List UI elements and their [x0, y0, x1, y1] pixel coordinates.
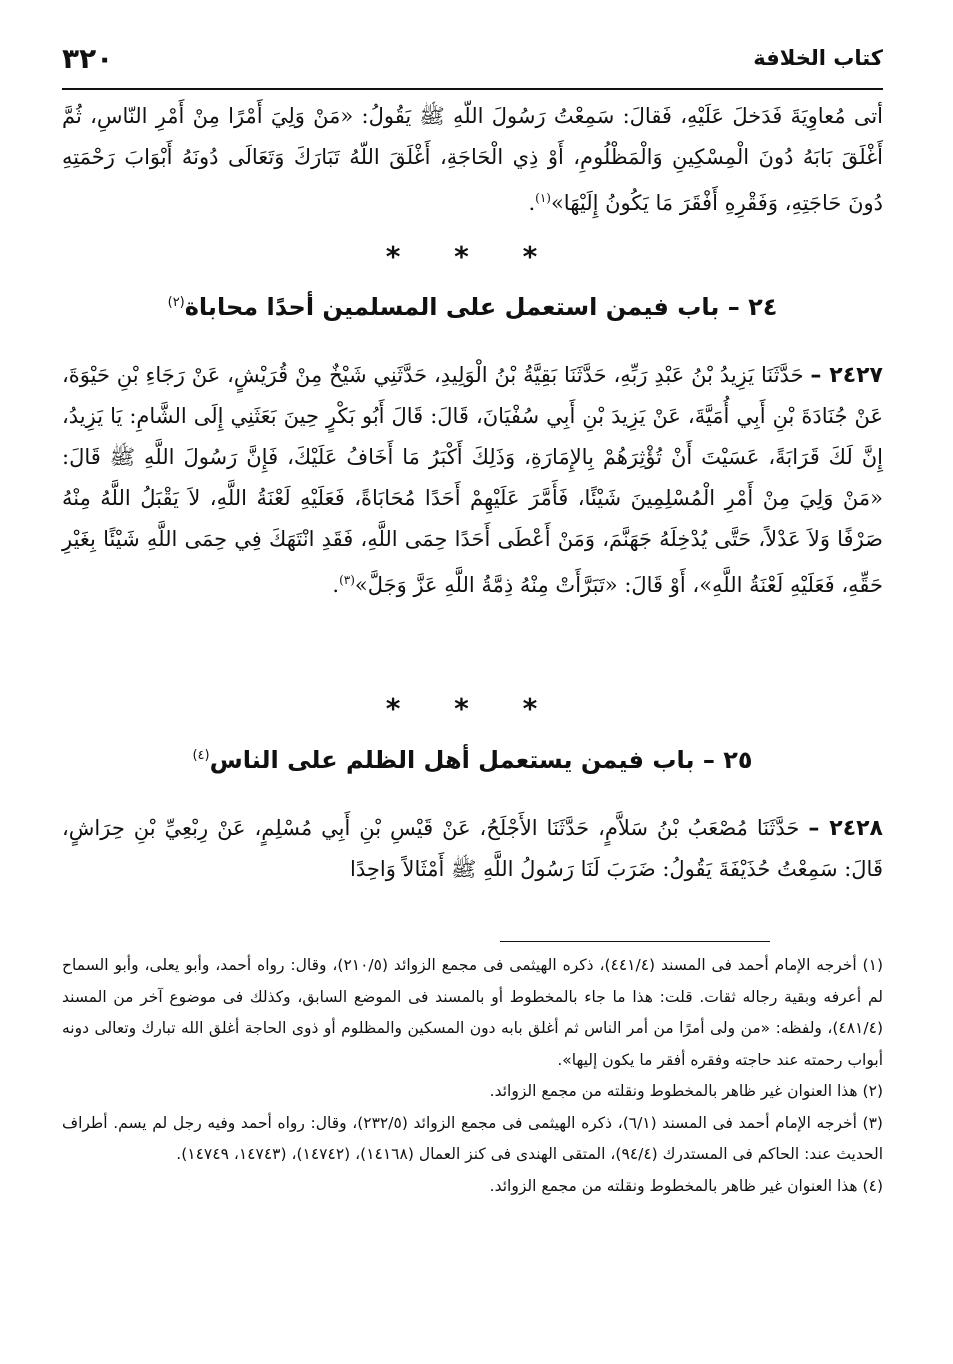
- paragraph-end: .: [332, 573, 340, 597]
- page-number: ٣٢٠: [62, 42, 114, 75]
- footnote-text: هذا العنوان غير ظاهر بالمخطوط ونقلته من مجمع الزوائد.: [489, 1176, 858, 1195]
- hadith-number: ٢٤٢٧ –: [810, 363, 883, 388]
- section-separator: * * *: [385, 240, 560, 273]
- footnote-text: أخرجه الإمام أحمد فى المسند (٤٤١/٤)، ذكره الهيثمى فى مجمع الزوائد (٢١٠/٥)، وقال: رواه أحمد، وأبو يعلى، وأبو السماح لم أعرفه وبقية رجاله ثقات. قلت: هذا ما جاء بالمخطوط أو بالمسند فى الموضع السابق، وكذلك فى موضوع آخر من المسند (٤٨١/٤)، ولفظه: «من ولى أمرًا من أمر الناس ثم أغلق بابه دون المسكين والمظلوم أو ذوى الحاجة أغلق الله تبارك وتعالى دونه أبواب رحمته عند حاجته وفقره أفقر ما يكون إليها».: [62, 956, 883, 1069]
- chapter-title: ٢٥ – باب فيمن يستعمل أهل الظلم على الناس: [209, 746, 753, 774]
- footnote-ref: (١): [535, 191, 551, 205]
- hadith-2428: [62, 808, 883, 890]
- chapter-heading: [62, 746, 883, 774]
- footnote-marker: (٢): [862, 1082, 883, 1100]
- footnote-ref: (٣): [339, 573, 355, 587]
- hadith-number: ٢٤٢٨ –: [808, 816, 883, 841]
- footnote: [62, 1076, 883, 1108]
- footnote: [62, 1108, 883, 1171]
- chapter-heading: [62, 293, 883, 321]
- book-title: كتاب الخلافة: [753, 46, 883, 70]
- page-header: [62, 40, 883, 90]
- paragraph-text: أتى مُعاوِيَةَ فَدَخلَ عَلَيْهِ، فَقالَ: سَمِعْتُ رَسُولَ اللّهِ ﷺ يَقُولُ: «مَنْ وَلِيَ أَمْرًا مِنْ أَمْرِ النّاسِ، ثُمَّ أَغْلَقَ بَابَهُ دُونَ الْمِسْكِينِ وَالْمَظْلُومِ، أَوْ ذِي الْحَاجَةِ، أَغْلَقَ اللّهُ تَبَارَكَ وَتَعَالَى دُونَهُ أَبْوَابَ رَحْمَتِهِ دُونَ حَاجَتِهِ، وَفَقْرِهِ أَفْقَرَ مَا يَكُونُ إِلَيْهَا»: [62, 104, 883, 215]
- section-separator: * * *: [385, 692, 560, 725]
- chapter-title: ٢٤ – باب فيمن استعمل على المسلمين أحدًا محاباة: [184, 293, 778, 321]
- footnote-marker: (٣): [862, 1113, 883, 1132]
- hadith-text: حَدَّثَنَا يَزِيدُ بْنُ عَبْدِ رَبِّهِ، حَدَّثَنَا بَقِيَّةُ بْنُ الْوَلِيدِ، حَدَّثَنِي شَيْخٌ مِنْ قُرَيْشٍ، عَنْ رَجَاءِ بْنِ حَيْوَةَ، عَنْ جُنَادَةَ بْنِ أَبِي أُمَيَّةَ، عَنْ يَزِيدَ بْنِ أَبِي سُفْيَانَ، قَالَ: قَالَ أَبُو بَكْرٍ حِينَ بَعَثَنِي إِلَى الشَّامِ: يَا يَزِيدُ، إِنَّ لَكَ قَرَابَةً، عَسَيْتَ أَنْ تُؤْثِرَهُمْ بِالإِمَارَةِ، وَذَلِكَ أَكْبَرُ مَا أَخَافُ عَلَيْكَ، فَإِنَّ رَسُولَ اللَّهِ ﷺ قَالَ: «مَنْ وَلِيَ مِنْ أَمْرِ الْمُسْلِمِينَ شَيْئًا، فَأَمَّرَ عَلَيْهِمْ أَحَدًا مُحَابَاةً، فَعَلَيْهِ لَعْنَةُ اللَّهِ، لاَ يَقْبَلُ اللَّهُ مِنْهُ صَرْفًا وَلاَ عَدْلاً، حَتَّى يُدْخِلَهُ جَهَنَّمَ، وَمَنْ أَعْطَى أَحَدًا حِمَى اللَّهِ، فَقَدِ انْتَهَكَ فِي حِمَى اللَّهِ شَيْئًا بِغَيْرِ حَقِّهِ، فَعَلَيْهِ لَعْنَةُ اللَّهِ»، أَوْ قَالَ: «تَبَرَّأَتْ مِنْهُ ذِمَّةُ اللَّهِ عَزَّ وَجَلَّ»: [62, 363, 883, 597]
- footnote-text: أخرجه الإمام أحمد فى المسند (٦/١)، ذكره الهيثمى فى مجمع الزوائد (٢٣٢/٥)، وقال: رواه أحمد وفيه رجل لم يسم. أطراف الحديث عند: الحاكم فى المستدرك (٩٤/٤)، المتقى الهندى فى كنز العمال (١٤١٦٨)، (١٤٧٤٢)، (١٤٧٤٣، ١٤٧٤٩).: [62, 1113, 883, 1163]
- footnote-ref: (٤): [192, 748, 210, 763]
- footnote-divider: [500, 941, 770, 942]
- footnote: [62, 950, 883, 1076]
- paragraph-end: .: [528, 191, 536, 215]
- footnote: [62, 1171, 883, 1203]
- footnote-text: هذا العنوان غير ظاهر بالمخطوط ونقلته من مجمع الزوائد.: [489, 1082, 858, 1100]
- footnote-marker: (١): [862, 956, 883, 974]
- footnote-marker: (٤): [862, 1176, 883, 1195]
- hadith-text: حَدَّثَنَا مُصْعَبُ بْنُ سَلاَّمٍ، حَدَّثَنَا الأَجْلَحُ، عَنْ قَيْسِ بْنِ أَبِي مُسْلِمٍ، عَنْ رِبْعِيِّ بْنِ حِرَاشٍ، قَالَ: سَمِعْتُ حُذَيْفَةَ يَقُولُ: ضَرَبَ لَنَا رَسُولُ اللَّهِ ﷺ أَمْثَالاً وَاحِدًا: [62, 816, 883, 881]
- footnotes: [62, 950, 883, 1202]
- footnote-ref: (٢): [167, 295, 185, 310]
- paragraph-continuation: [62, 96, 883, 224]
- hadith-2427: [62, 355, 883, 606]
